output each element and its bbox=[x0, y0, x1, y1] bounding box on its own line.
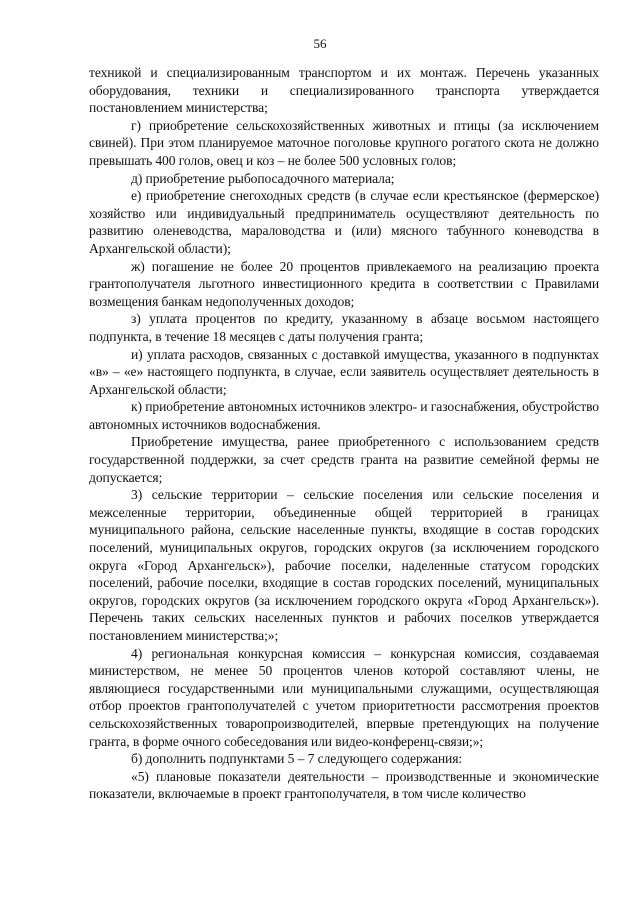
paragraph-amendment-b: б) дополнить подпунктами 5 – 7 следующего содержания: bbox=[131, 751, 463, 767]
paragraph-planned-indicators: «5) плановые показатели деятельности – производственные и экономические показатели, включаемые в проект грантополучателя, в том числе количество bbox=[89, 768, 599, 802]
paragraph-item-z: з) уплата процентов по кредиту, указанному в абзаце восьмом настоящего подпункта, в течение 18 месяцев с даты получения гранта; bbox=[89, 311, 599, 344]
page-number: 56 bbox=[313, 36, 327, 51]
paragraph-continuation: техникой и специализированным транспортом и их монтаж. Перечень указанных оборудования, техники и специализированного транспорта утверждается постановлением министерства; bbox=[89, 65, 599, 116]
paragraph-rural-territories: 3) сельские территории – сельские поселения или сельские поселения и межселенные территории, объединенные общей территорией в границах муниципального района, сельские населенные пункты, входящие в состав городских поселений, муниципальных округов, городских округов (за исключением городского округа «Город Архангельск»), рабочие поселки, наделенные статусом городских поселений, рабочие поселки, входящие в состав городских поселений, муниципальных округов, городских округов (за исключением городского округа «Город Архангельск»). Перечень таких сельских населенных пунктов и рабочих поселков утверждается постановлением министерства;»; bbox=[89, 487, 599, 643]
paragraph-item-k: к) приобретение автономных источников электро- и газоснабжения, обустройство автономных источников водоснабжения. bbox=[89, 399, 599, 432]
paragraph-item-i: и) уплата расходов, связанных с доставкой имущества, указанного в подпунктах «в» – «е» настоящего подпункта, в случае, если заявитель осуществляет деятельность в Архангельской области; bbox=[89, 346, 599, 397]
paragraph-regional-commission: 4) региональная конкурсная комиссия – конкурсная комиссия, создаваемая министерством, не менее 50 процентов членов которой составляют члены, не являющиеся государственными или муниципальными служащими, осуществляющая отбор проектов грантополучателей с учетом приоритетности рассмотрения проектов сельскохозяйственных товаропроизводителей, впервые претендующих на получение гранта, в форме очного собеседования или видео-конференц-связи;»; bbox=[89, 645, 599, 749]
paragraph-restriction: Приобретение имущества, ранее приобретенного с использованием средств государственной поддержки, за счет средств гранта на развитие семейной фермы не допускается; bbox=[89, 434, 599, 485]
paragraph-item-g: г) приобретение сельскохозяйственных животных и птицы (за исключением свиней). При этом планируемое маточное поголовье крупного рогатого скота не должно превышать 400 голов, овец и коз – не более 500 условных голов; bbox=[89, 117, 599, 168]
paragraph-item-d: д) приобретение рыбопосадочного материала; bbox=[131, 170, 395, 186]
paragraph-item-e: е) приобретение снегоходных средств (в случае если крестьянское (фермерское) хозяйство или индивидуальный предприниматель осуществляют деятельность по развитию оленеводства, мараловодства и (или) мясного табунного коневодства в Архангельской области); bbox=[89, 188, 599, 256]
document-body bbox=[89, 64, 599, 803]
paragraph-item-zh: ж) погашение не более 20 процентов привлекаемого на реализацию проекта грантополучателя льготного инвестиционного кредита в соответствии с Правилами возмещения банкам недополученных доходов; bbox=[89, 258, 599, 309]
